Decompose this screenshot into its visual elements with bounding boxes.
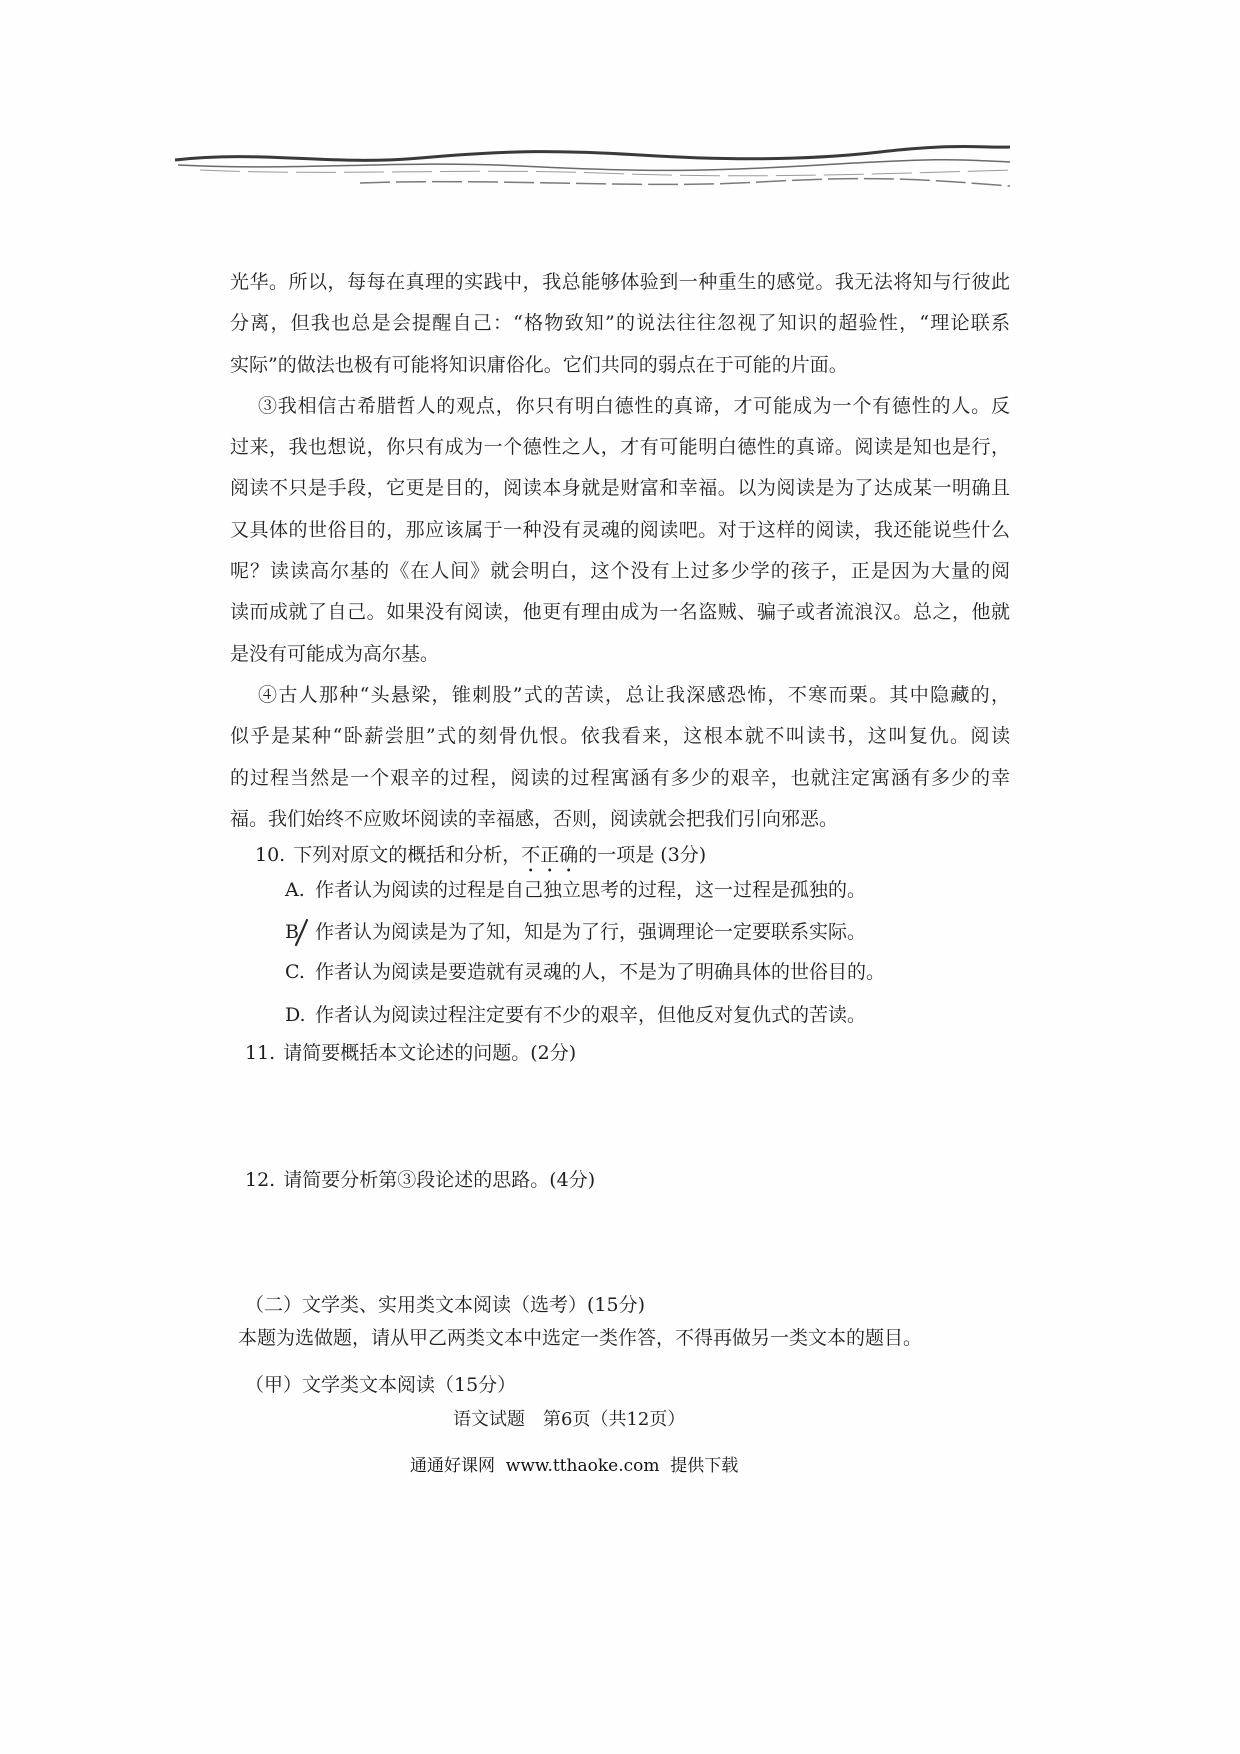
option-text: 作者认为阅读的过程是自己独立思考的过程，这一过程是孤独的。 bbox=[315, 879, 867, 901]
passage-line: ③我相信古希腊哲人的观点，你只有明白德性的真谛，才可能成为一个有德性的人。反 bbox=[258, 394, 1010, 417]
passage-line: 过来，我也想说，你只有成为一个德性之人，才有可能明白德性的真谛。阅读是知也是行， bbox=[230, 436, 1010, 459]
section-instruction: 本题为选做题，请从甲乙两类文本中选定一类作答，不得再做另一类文本的题目。 bbox=[238, 1327, 923, 1349]
passage-paragraph-continued bbox=[230, 262, 1010, 386]
emphasized-text: 不正确 bbox=[521, 844, 579, 866]
passage-line: 实际”的做法也极有可能将知识庸俗化。它们共同的弱点在于可能的片面。 bbox=[230, 353, 848, 376]
passage-line: 又具体的世俗目的，那应该属于一种没有灵魂的阅读吧。对于这样的阅读，我还能说些什么 bbox=[230, 518, 1010, 541]
option-a bbox=[285, 870, 866, 910]
passage-line: 似乎是某种“卧薪尝胆”式的刻骨仇恨。依我看来，这根本就不叫读书，这叫复仇。阅读 bbox=[230, 725, 1010, 748]
passage-line: ④古人那种“头悬梁，锥刺股”式的苦读，总让我深感恐怖，不寒而栗。其中隐藏的， bbox=[258, 683, 1010, 706]
scan-edge-lines bbox=[0, 0, 1240, 220]
question-number: 11. bbox=[245, 1042, 276, 1064]
question-12 bbox=[245, 1160, 595, 1200]
question-number: 10. bbox=[255, 844, 286, 866]
option-text: 作者认为阅读是为了知，知是为了行，强调理论一定要联系实际。 bbox=[315, 921, 867, 943]
option-text: 作者认为阅读过程注定要有不少的艰辛，但他反对复仇式的苦读。 bbox=[315, 1004, 867, 1026]
question-number: 12. bbox=[245, 1169, 276, 1191]
passage-line: 呢？读读高尔基的《在人间》就会明白，这个没有上过多少学的孩子，正是因为大量的阅 bbox=[230, 560, 1010, 583]
passage-line: 光华。所以，每每在真理的实践中，我总能够体验到一种重生的感觉。我无法将知与行彼此 bbox=[230, 271, 1010, 293]
option-letter: A. bbox=[285, 879, 305, 901]
section-heading: （二）文学类、实用类文本阅读（选考）(15分) bbox=[245, 1294, 646, 1316]
passage-line: 是没有可能成为高尔基。 bbox=[230, 642, 440, 665]
option-d bbox=[285, 995, 866, 1035]
question-text: 下列对原文的概括和分析， bbox=[293, 844, 522, 866]
passage-paragraph-4 bbox=[230, 675, 1010, 840]
download-watermark: 通通好课网 www.tthaoke.com 提供下载 bbox=[410, 1456, 739, 1476]
option-letter: C. bbox=[285, 961, 305, 983]
handwritten-slash-icon bbox=[293, 918, 311, 948]
page-footer: 语文试题 第6页（共12页） bbox=[453, 1409, 686, 1430]
passage-line: 阅读不只是手段，它更是目的，阅读本身就是财富和幸福。以为阅读是为了达成某一明确且 bbox=[230, 477, 1010, 500]
question-text: 请简要概括本文论述的问题。(2分) bbox=[283, 1042, 577, 1064]
passage-line: 读而成就了自己。如果没有阅读，他更有理由成为一名盗贼、骗子或者流浪汉。总之，他就 bbox=[230, 601, 1010, 624]
option-b bbox=[285, 912, 866, 952]
passage-line: 分离，但我也总是会提醒自己：“格物致知”的说法往往忽视了知识的超验性，“理论联系 bbox=[230, 312, 1010, 335]
question-11 bbox=[245, 1033, 576, 1073]
option-c bbox=[285, 952, 885, 992]
option-letter: B bbox=[285, 921, 299, 943]
option-text: 作者认为阅读是要造就有灵魂的人，不是为了明确具体的世俗目的。 bbox=[315, 961, 886, 983]
passage-line: 的过程当然是一个艰辛的过程，阅读的过程寓涵有多少的艰辛，也就注定寓涵有多少的幸 bbox=[230, 766, 1010, 789]
reading-passage bbox=[230, 262, 1010, 840]
section-subheading: （甲）文学类文本阅读（15分） bbox=[245, 1374, 517, 1396]
question-text-tail: 的一项是 (3分) bbox=[578, 844, 707, 866]
option-letter: D. bbox=[285, 1004, 306, 1026]
passage-line: 福。我们始终不应败坏阅读的幸福感，否则，阅读就会把我们引向邪恶。 bbox=[230, 807, 839, 830]
question-text: 请简要分析第③段论述的思路。(4分) bbox=[283, 1169, 596, 1191]
question-10 bbox=[255, 835, 706, 875]
passage-paragraph-3 bbox=[230, 386, 1010, 675]
